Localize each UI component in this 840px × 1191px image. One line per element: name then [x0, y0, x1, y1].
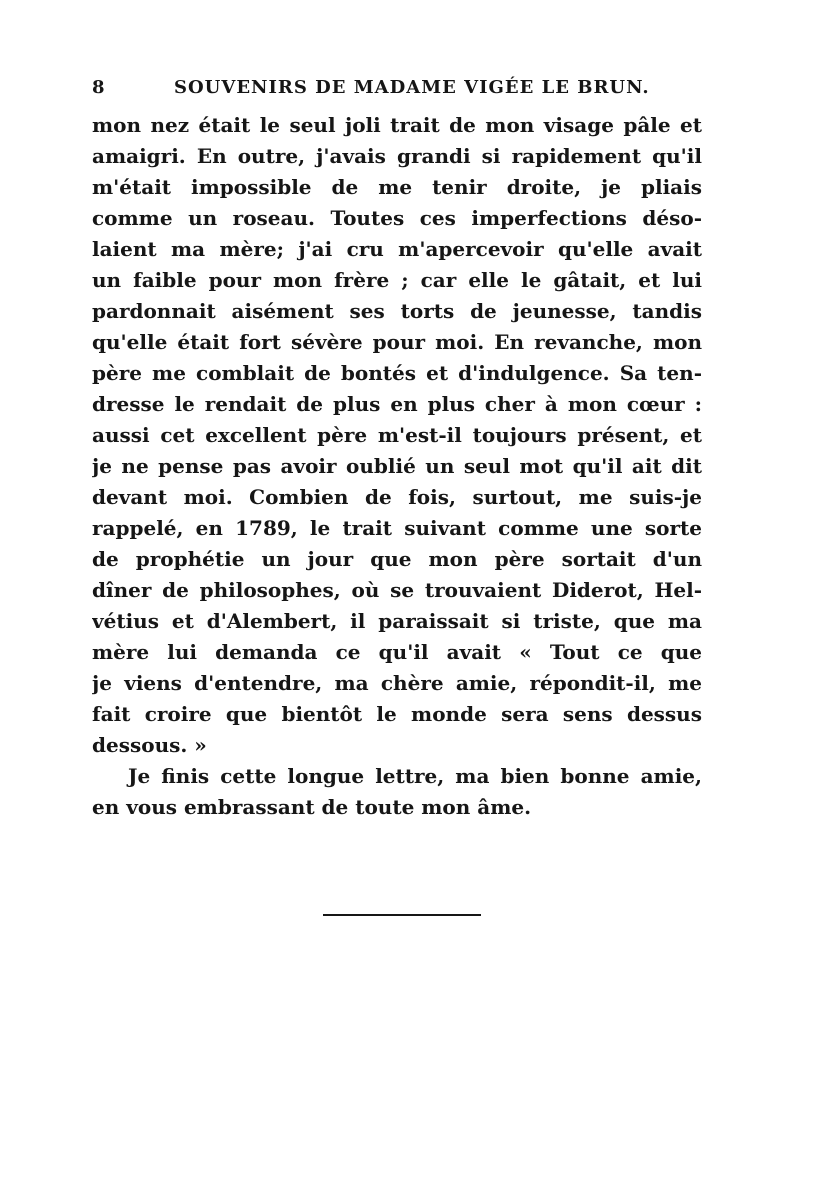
text-line: fait croire que bientôt le monde sera sens dessus — [92, 702, 702, 726]
text-line: m'était impossible de me tenir droite, je pliais — [92, 175, 702, 199]
text-line: laient ma mère; j'ai cru m'apercevoir qu'elle avait — [92, 237, 702, 261]
text-line: je viens d'entendre, ma chère amie, répondit-il, me — [92, 671, 702, 695]
text-line: rappelé, en 1789, le trait suivant comme une sorte — [92, 516, 702, 540]
section-divider — [323, 914, 481, 916]
text-line: mère lui demanda ce qu'il avait « Tout ce que — [92, 640, 702, 664]
text-line: mon nez était le seul joli trait de mon visage pâle et — [92, 113, 702, 137]
page-header — [92, 77, 712, 103]
text-line: en vous embrassant de toute mon âme. — [92, 795, 532, 819]
text-line: père me comblait de bontés et d'indulgence. Sa ten- — [92, 361, 702, 385]
text-line: devant moi. Combien de fois, surtout, me suis-je — [92, 485, 702, 509]
page-number: 8 — [92, 77, 106, 98]
text-line: amaigri. En outre, j'avais grandi si rapidement qu'il — [92, 144, 702, 168]
text-line: pardonnait aisément ses torts de jeunesse, tandis — [92, 299, 702, 323]
text-line: dessous. » — [92, 733, 207, 757]
text-line: comme un roseau. Toutes ces imperfections déso- — [92, 206, 702, 230]
running-title: SOUVENIRS DE MADAME VIGÉE LE BRUN. — [174, 77, 650, 98]
text-line: qu'elle était fort sévère pour moi. En revanche, mon — [92, 330, 702, 354]
text-line: dresse le rendait de plus en plus cher à mon cœur : — [92, 392, 702, 416]
text-line: je ne pense pas avoir oublié un seul mot qu'il ait dit — [92, 454, 702, 478]
text-line: aussi cet excellent père m'est-il toujours présent, et — [92, 423, 702, 447]
text-line: vétius et d'Alembert, il paraissait si triste, que ma — [92, 609, 702, 633]
text-line: un faible pour mon frère ; car elle le gâtait, et lui — [92, 268, 702, 292]
text-line: dîner de philosophes, où se trouvaient Diderot, Hel- — [92, 578, 702, 602]
text-line: Je finis cette longue lettre, ma bien bonne amie, — [128, 764, 702, 788]
body-text — [92, 110, 702, 823]
text-line: de prophétie un jour que mon père sortait d'un — [92, 547, 702, 571]
